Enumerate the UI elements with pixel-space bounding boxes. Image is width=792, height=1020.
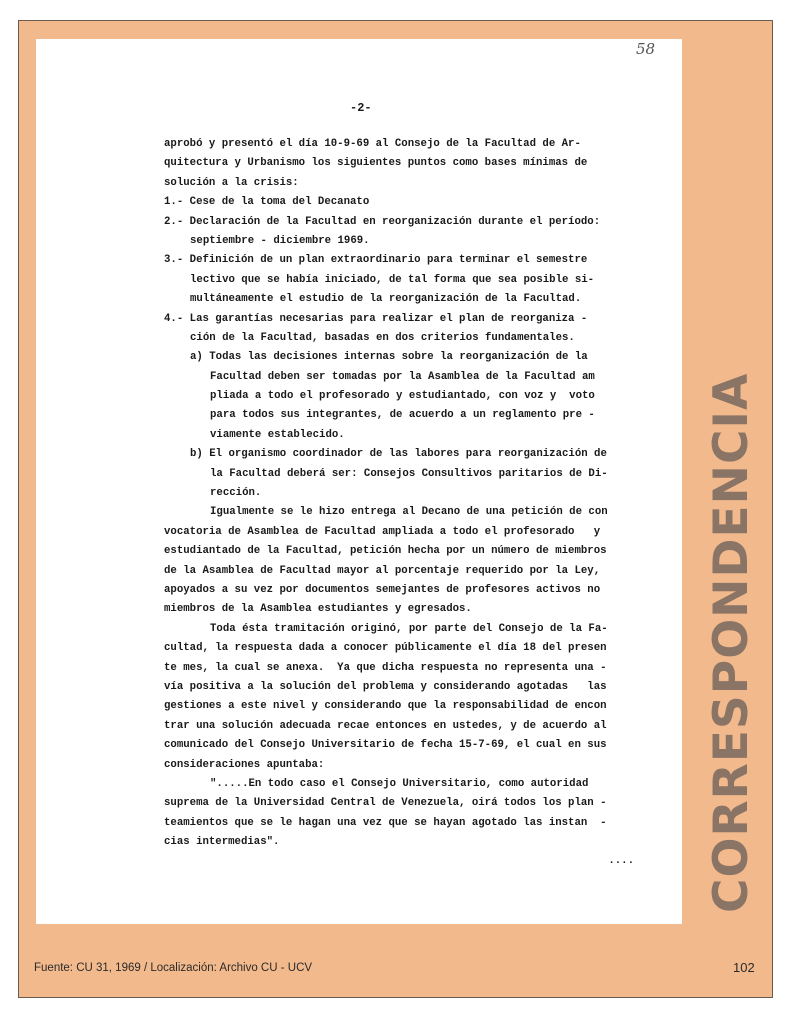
text-line: septiembre - diciembre 1969.: [190, 234, 370, 247]
text-line: estudiantado de la Facultad, petición hecha por un número de miembros: [164, 545, 607, 558]
document-body: [164, 135, 634, 872]
paragraph-start: Igualmente se le hizo entrega al Decano de una petición de con: [210, 506, 608, 519]
text-line: consideraciones apuntaba:: [164, 758, 325, 771]
text-line: gestiones a este nivel y considerando que la responsabilidad de encon: [164, 700, 607, 713]
quote-line: teamientos que se le hagan una vez que se hayan agotado las instan -: [164, 816, 607, 829]
text-line: miembros de la Asamblea estudiantes y egresados.: [164, 603, 472, 616]
text-line: te mes, la cual se anexa. Ya que dicha respuesta no representa una -: [164, 661, 607, 674]
continuation-mark: ....: [608, 855, 634, 868]
text-line: cultad, la respuesta dada a conocer públicamente el día 18 del presen: [164, 642, 607, 655]
list-item-2: 2.- Declaración de la Facultad en reorganización durante el período:: [164, 215, 601, 228]
list-item-1: 1.- Cese de la toma del Decanato: [164, 196, 370, 209]
page-marker: -2-: [350, 101, 372, 115]
list-item-4: 4.- Las garantías necesarias para realizar el plan de reorganiza -: [164, 312, 588, 325]
quote-line: ".....En todo caso el Consejo Universitario, como autoridad: [210, 777, 589, 790]
text-line: vocatoria de Asamblea de Facultad ampliada a todo el profesorado y: [164, 525, 601, 538]
quote-line: suprema de la Universidad Central de Venezuela, oirá todos los plan -: [164, 797, 607, 810]
handwritten-page-number: 58: [636, 40, 656, 58]
text-line: comunicado del Consejo Universitario de fecha 15-7-69, el cual en sus: [164, 739, 607, 752]
list-item-3: 3.- Definición de un plan extraordinario para terminar el semestre: [164, 254, 588, 267]
text-line: lectivo que se había iniciado, de tal forma que sea posible si-: [190, 273, 595, 286]
sub-item-a: a) Todas las decisiones internas sobre la reorganización de la: [190, 351, 588, 364]
text-line: aprobó y presentó el día 10-9-69 al Consejo de la Facultad de Ar-: [164, 138, 581, 150]
paragraph-start: Toda ésta tramitación originó, por parte del Consejo de la Fa-: [210, 622, 608, 635]
text-line: rección.: [210, 487, 262, 500]
source-caption: Fuente: CU 31, 1969 / Localización: Archivo CU - UCV: [34, 962, 313, 974]
text-line: pliada a todo el profesorado y estudiantado, con voz y voto: [210, 390, 595, 403]
text-line: para todos sus integrantes, de acuerdo a un reglamento pre -: [210, 409, 595, 422]
text-line: ción de la Facultad, basadas en dos criterios fundamentales.: [190, 331, 575, 344]
section-title: CORRESPONDENCIA: [704, 372, 759, 913]
text-line: vía positiva a la solución del problema y considerando agotadas las: [164, 680, 607, 693]
text-line: multáneamente el estudio de la reorganización de la Facultad.: [190, 293, 582, 306]
text-line: Facultad deben ser tomadas por la Asamblea de la Facultad am: [210, 370, 595, 383]
text-line: solución a la crisis:: [164, 176, 299, 189]
text-line: quitectura y Urbanismo los siguientes puntos como bases mínimas de: [164, 157, 588, 170]
text-line: la Facultad deberá ser: Consejos Consultivos paritarios de Di-: [210, 467, 608, 480]
text-line: de la Asamblea de Facultad mayor al porcentaje requerido por la Ley,: [164, 564, 601, 577]
text-line: apoyados a su vez por documentos semejantes de profesores activos no: [164, 583, 601, 596]
sub-item-b: b) El organismo coordinador de las labores para reorganización de: [190, 448, 607, 461]
page-number: 102: [733, 960, 755, 975]
quote-line: cias intermedias".: [164, 836, 280, 849]
text-line: viamente establecido.: [210, 428, 345, 441]
text-line: trar una solución adecuada recae entonces en ustedes, y de acuerdo al: [164, 719, 607, 732]
